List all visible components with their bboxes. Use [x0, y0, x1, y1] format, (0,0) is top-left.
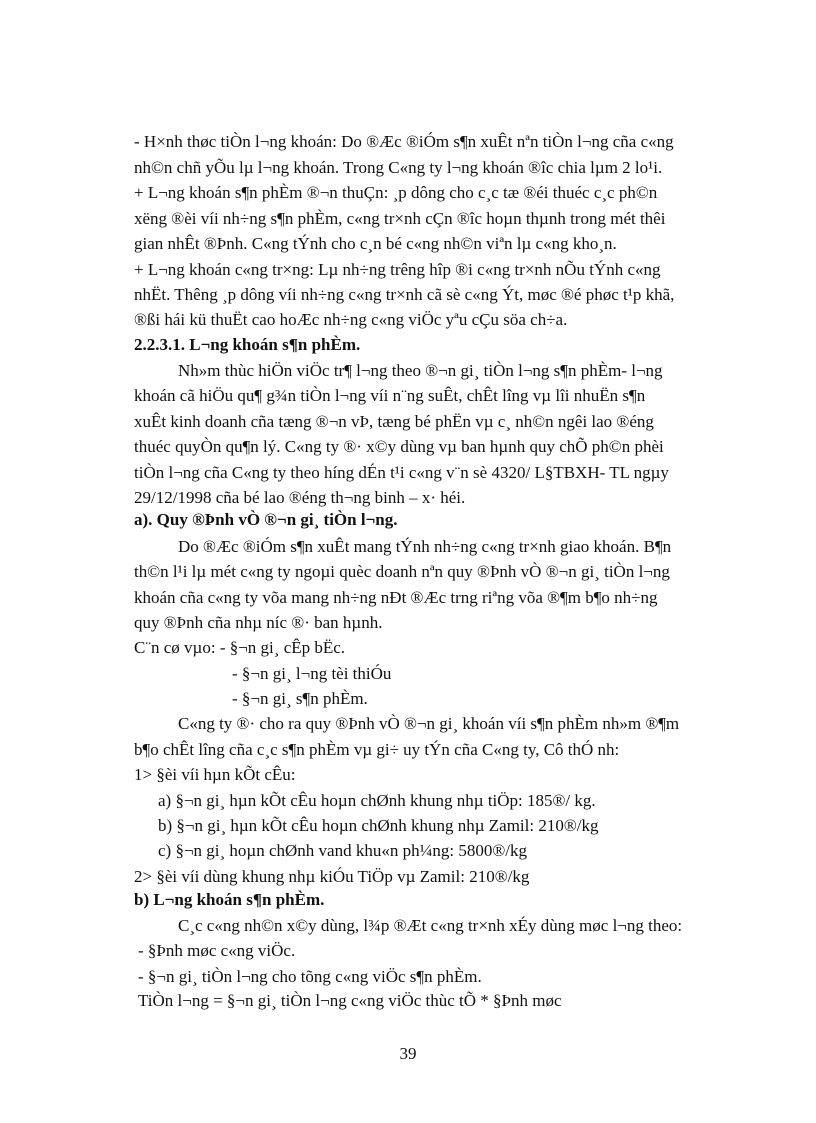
- text-line: khoán cña c«ng ty võa mang nh÷ng nÐt ®Æc trng riªng võa ®¶m b¶o nh÷ng: [134, 588, 658, 607]
- text-line: + L¬ng khoán s¶n phÈm ®¬n thuÇn: ¸p dông cho c¸c tæ ®éi thuéc c¸c ph©n: [134, 183, 658, 202]
- text-line: gian nhÊt ®Þnh. C«ng tÝnh cho c¸n bé c«ng nh©n viªn lµ c«ng kho¸n.: [134, 234, 617, 253]
- text-line: khoán cã hiÖu qu¶ g¾n tiÒn l¬ng víi n¨ng suÊt, chÊt lîng vµ lîi nhuËn s¶n: [134, 386, 646, 405]
- text-line: xuÊt kinh doanh cña tæng ®¬n vÞ, tæng bé phËn vµ c¸ nh©n ngêi lao ®éng: [134, 412, 654, 431]
- text-line: C«ng ty ®· cho ra quy ®Þnh vÒ ®¬n gi¸ khoán víi s¶n phÈm nh»m ®¶m: [178, 714, 680, 733]
- subsection-heading: a). Quy ®Þnh vÒ ®¬n gi¸ tiÒn l¬ng.: [134, 510, 398, 529]
- formula-line: TiÒn l¬ng = §¬n gi¸ tiÒn l¬ng c«ng viÖc thùc tÕ * §Þnh møc: [138, 991, 562, 1010]
- text-line: - H×nh thøc tiÒn l¬ng khoán: Do ®Æc ®iÓm s¶n xuÊt nªn tiÒn l¬ng cña c«ng: [134, 132, 674, 151]
- list-item: - §Þnh møc c«ng viÖc.: [138, 941, 296, 960]
- text-line: - §¬n gi¸ l¬ng tèi thiÓu: [232, 664, 392, 683]
- list-item: - §¬n gi¸ tiÒn l¬ng cho tõng c«ng viÖc s¶n phÈm.: [138, 967, 482, 986]
- text-line: th©n l¹i lµ mét c«ng ty ngoµi quèc doanh nªn quy ®Þnh vÒ ®¬n gi¸ tiÒn l¬ng: [134, 562, 670, 581]
- list-item: b) §¬n gi¸ hµn kÕt cÊu hoµn chØnh khung nhµ Zamil: 210®/kg: [158, 816, 599, 835]
- subsection-heading: b) L¬ng khoán s¶n phÈm.: [134, 890, 325, 909]
- text-line: quy ®Þnh cña nhµ níc ®· ban hµnh.: [134, 613, 383, 632]
- text-line: thuéc quyÒn qu¶n lý. C«ng ty ®· x©y dùng vµ ban hµnh quy chÕ ph©n phèi: [134, 437, 664, 456]
- text-line: + L¬ng khoán c«ng tr×ng: Lµ nh÷ng trêng hîp ®i c«ng tr×nh nÕu tÝnh c«ng: [134, 260, 661, 279]
- text-line: 29/12/1998 cña bé lao ®éng th¬ng binh – x· héi.: [134, 488, 466, 507]
- text-line: 1> §èi víi hµn kÕt cÊu:: [134, 765, 296, 784]
- text-line: C¸c c«ng nh©n x©y dùng, l¾p ®Æt c«ng tr×nh xÉy dùng møc l¬ng theo:: [178, 916, 683, 935]
- list-item: c) §¬n gi¸ hoµn chØnh vand khu«n ph¼ng: 5800®/kg: [158, 841, 527, 860]
- text-line: nhËt. Thêng ¸p dông víi nh÷ng c«ng tr×nh cã sè c«ng Ýt, møc ®é phøc t¹p khã,: [134, 285, 675, 304]
- text-line: tiÒn l¬ng cña C«ng ty theo híng dÉn t¹i c«ng v¨n sè 4320/ L§TBXH- TL ngµy: [134, 463, 669, 482]
- list-item: a) §¬n gi¸ hµn kÕt cÊu hoµn chØnh khung nhµ tiÖp: 185®/ kg.: [158, 791, 596, 810]
- page-number: 39: [399, 1044, 417, 1063]
- text-line: b¶o chÊt lîng cña c¸c s¶n phÈm vµ gi÷ uy tÝn cña C«ng ty, Cô thÓ nh:: [134, 740, 620, 759]
- section-heading: 2.2.3.1. L¬ng khoán s¶n phÈm.: [134, 335, 361, 354]
- text-line: ®ßi hái kü thuËt cao hoÆc nh÷ng c«ng viÖc yªu cÇu söa ch÷a.: [134, 310, 568, 329]
- text-line: C¨n cø vµo: - §¬n gi¸ cÊp bËc.: [134, 638, 346, 657]
- text-line: 2> §èi víi dùng khung nhµ kiÓu TiÖp vµ Zamil: 210®/kg: [134, 867, 530, 886]
- text-line: nh©n chñ yÕu lµ l¬ng khoán. Trong C«ng ty l¬ng khoán ®îc chia lµm 2 lo¹i.: [134, 158, 663, 177]
- text-line: - §¬n gi¸ s¶n phÈm.: [232, 689, 368, 708]
- text-line: Do ®Æc ®iÓm s¶n xuÊt mang tÝnh nh÷ng c«ng tr×nh giao khoán. B¶n: [178, 537, 672, 556]
- text-line: Nh»m thùc hiÖn viÖc tr¶ l¬ng theo ®¬n gi¸ tiÒn l¬ng s¶n phÈm- l¬ng: [178, 361, 663, 380]
- text-line: xëng ®èi víi nh÷ng s¶n phÈm, c«ng tr×nh cÇn ®îc hoµn thµnh trong mét thêi: [134, 209, 666, 228]
